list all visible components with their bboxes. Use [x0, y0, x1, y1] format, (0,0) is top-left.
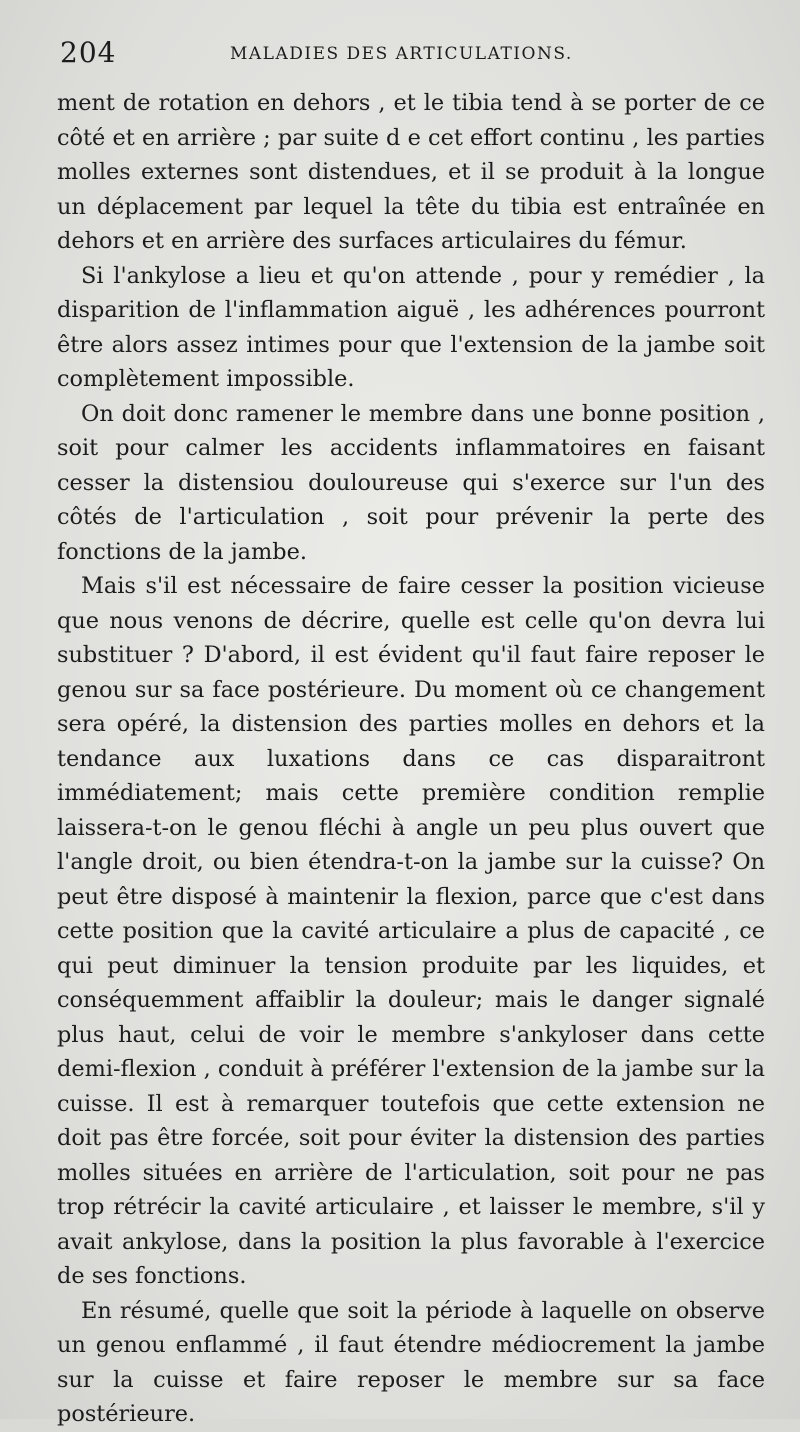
paragraph: En résumé, quelle que soit la période à laquelle on observe un genou enflammé , il faut étendre médiocrement la jambe sur la cuisse et faire reposer le membre sur sa face postérieure.: [57, 1297, 765, 1427]
page-number: 204: [60, 36, 117, 69]
page-header: [60, 36, 740, 70]
page-body: [57, 86, 765, 1432]
paragraph-continuation: ment de rotation en dehors , et le tibia tend à se porter de ce côté et en arrière ; par suite d e cet effort continu , les parties molles externes sont distendues, et il se produit à la longue un déplacement par lequel la tête du tibia est entraînée en dehors et en arrière des surfaces articulaires du fémur.: [57, 90, 765, 254]
paragraph: Mais s'il est nécessaire de faire cesser la position vicieuse que nous venons de décrire, quelle est celle qu'on devra lui substituer ? D'abord, il est évident qu'il faut faire reposer le genou sur sa face postérieure. Du moment où ce changement sera opéré, la distension des parties molles en dehors et la tendance aux luxations dans ce cas disparaitront immédiatement; mais cette première condition remplie laissera-t-on le genou fléchi à angle un peu plus ouvert que l'angle droit, ou bien étendra-t-on la jambe sur la cuisse? On peut être disposé à maintenir la flexion, parce que c'est dans cette position que la cavité articulaire a plus de capacité , ce qui peut diminuer la tension produite par les liquides, et conséquemment affaiblir la douleur; mais le danger signalé plus haut, celui de voir le membre s'ankyloser dans cette demi-flexion , conduit à préférer l'extension de la jambe sur la cuisse. Il est à remarquer toutefois que cette extension ne doit pas être forcée, soit pour éviter la distension des parties molles situées en arrière de l'articulation, soit pour ne pas trop rétrécir la cavité articulaire , et laisser le membre, s'il y avait ankylose, dans la position la plus favorable à l'exercice de ses fonctions.: [57, 573, 765, 1289]
paragraph: On doit donc ramener le membre dans une bonne position , soit pour calmer les accidents inflammatoires en faisant cesser la distensiou douloureuse qui s'exerce sur l'un des côtés de l'articulation , soit pour prévenir la perte des fonctions de la jambe.: [57, 400, 765, 565]
paragraph: Si l'ankylose a lieu et qu'on attende , pour y remédier , la disparition de l'inflammation aiguë , les adhérences pourront être alors assez intimes pour que l'extension de la jambe soit complètement impossible.: [57, 262, 765, 392]
running-title: MALADIES DES ARTICULATIONS.: [230, 44, 573, 64]
